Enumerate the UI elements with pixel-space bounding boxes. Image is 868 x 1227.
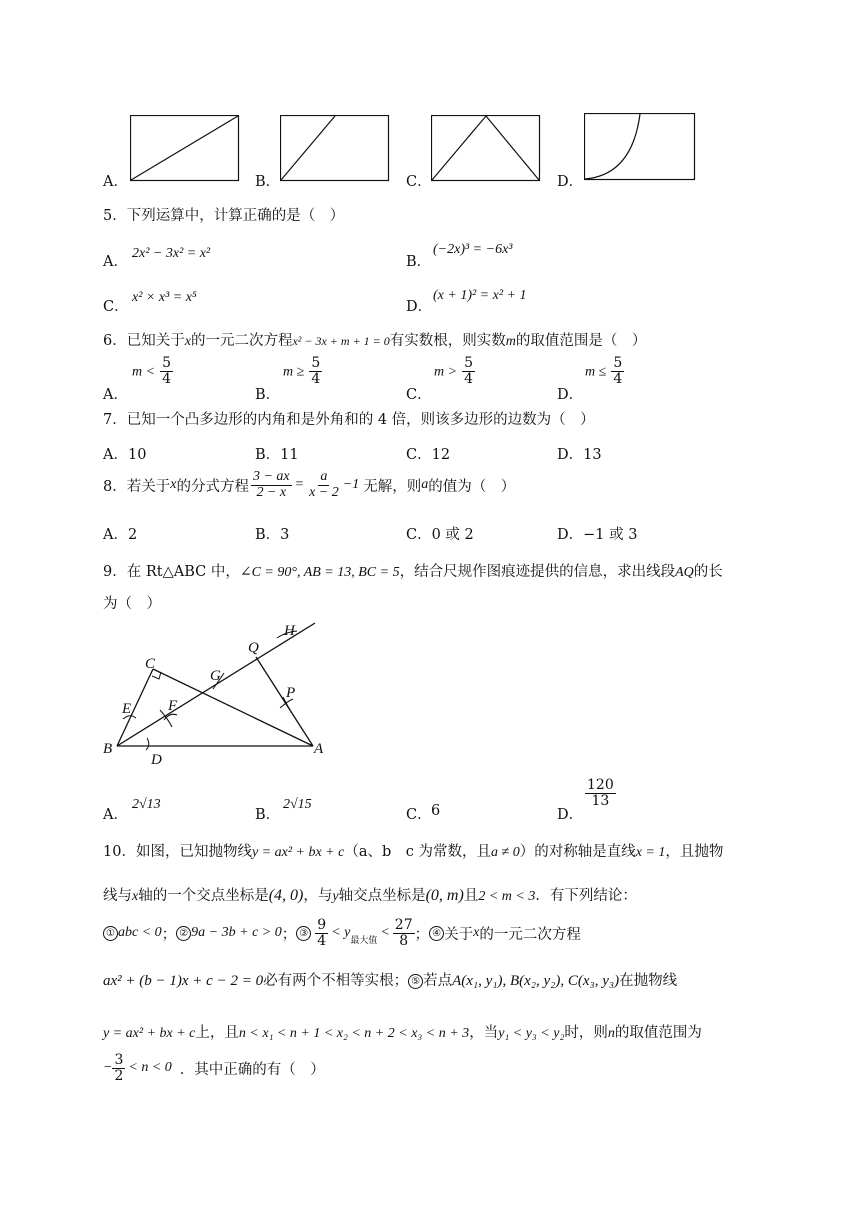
q10-l2-y: y [332, 889, 339, 904]
q6-option-a-num: 5 [162, 355, 172, 371]
q10-c5-a: 若点 [423, 973, 453, 989]
q10-line4 [103, 969, 677, 990]
q4-graph-d [584, 113, 698, 183]
q9-stem-line1 [103, 560, 723, 581]
q10-circ-3: ③ [296, 926, 311, 941]
q10-circ-2: ② [176, 926, 191, 941]
q9-option-a-label: A． [103, 807, 128, 823]
q6-option-d-lhs: m ≤ [585, 364, 607, 380]
q5-option-d-expr: (x + 1)² = x² + 1 [433, 288, 527, 303]
q9-stem-b: ，结合尺规作图痕迹提供的信息，求出线段 [399, 564, 676, 580]
q9-condition: ∠C = 90°, AB = 13, BC = 5 [239, 565, 400, 580]
q9-label-p: P [286, 685, 296, 701]
q10-l2-cond: 2 < m < 3 [478, 889, 536, 904]
q10-c1: abc < 0 [118, 925, 162, 941]
q9-option-d-value [585, 778, 616, 808]
q10-c3-lden: 4 [317, 932, 327, 949]
q7-option-b: B．11 [255, 447, 299, 463]
q4-option-a-label: A． [103, 174, 128, 190]
q8-stem-c: 无解，则 [363, 478, 422, 495]
q8-f2-num: a [320, 469, 328, 484]
q10-c5-ineq: n < x₁ < n + 1 < x₂ < n + 2 < x₃ < n + 3 [238, 1026, 470, 1041]
q10-res-tail: < n < 0 [128, 1060, 172, 1076]
q8-f2-den: x − 2 [309, 484, 339, 500]
q9-label-q: Q [248, 640, 259, 656]
q6-option-a-lhs: m < [132, 364, 156, 380]
q6-option-b-label: B． [255, 387, 281, 403]
q10-c5-d: ，当 [469, 1025, 499, 1041]
q6-option-b-value [283, 356, 322, 386]
q10-c4-eq: ax² + (b − 1)x + c − 2 = 0 [103, 973, 264, 989]
q10-c5-b: 在抛物线 [619, 973, 678, 989]
q8-option-b: B．3 [255, 527, 290, 543]
q10-c3-rden: 8 [399, 932, 409, 949]
q5-option-a-expr: 2x² − 3x² = x² [132, 246, 211, 261]
q9-option-d-num: 120 [587, 777, 614, 793]
q6-var-m: m [505, 334, 516, 349]
q6-option-a-value [132, 356, 173, 386]
q5-option-d-label: D． [406, 299, 433, 315]
q10-res-num: 3 [114, 1052, 124, 1068]
q10-c5-pts: A(x₁, y₁), B(x₂, y₂), C(x₃, y₃) [452, 973, 620, 989]
q10-c4-x: x [473, 925, 480, 941]
q6-stem-c: 有实数根，则实数 [389, 333, 506, 349]
q9-figure [100, 615, 330, 775]
q10-c5-c: 上，且 [195, 1025, 239, 1041]
q8-f1-num: 3 − ax [252, 469, 290, 484]
q8-var-x: x [170, 477, 177, 493]
q7-stem: 7．已知一个凸多边形的内角和是外角和的 4 倍，则该多边形的边数为（ ） [103, 412, 595, 428]
q7-option-d: D．13 [557, 447, 602, 463]
q10-l2-f: ．有下列结论： [535, 888, 637, 904]
q4-graph-c [431, 115, 543, 183]
q5-stem: 5．下列运算中，计算正确的是（ ） [103, 208, 345, 224]
q10-tail: ．其中正确的有（ ） [179, 1061, 325, 1078]
q9-label-g: G [210, 668, 221, 684]
q10-c2: 9a − 3b + c > 0 [191, 925, 282, 941]
q10-c5-e: 时，则 [564, 1025, 608, 1041]
q10-l1-axis: x = 1 [635, 845, 666, 860]
q10-line6 [103, 1053, 325, 1083]
q10-res-den: 2 [114, 1067, 124, 1084]
q5-option-b-label: B． [406, 254, 432, 270]
q10-l1-b: （a、b c 为常数，且 [344, 844, 492, 860]
q9-label-c: C [145, 656, 156, 672]
q6-option-c-den: 4 [464, 370, 474, 387]
q10-c4-a: 关于 [444, 926, 474, 943]
q10-sep2: ； [281, 926, 297, 943]
q10-c3-rnum: 27 [394, 917, 413, 933]
q5-option-c-expr: x² × x³ = x⁵ [132, 290, 197, 305]
q8-eq: = [294, 477, 305, 493]
q6-stem-b: 的一元二次方程 [190, 333, 293, 349]
q8-tail: −1 [342, 477, 360, 493]
q6-option-c-value [434, 356, 475, 386]
q10-sep3: ； [414, 926, 430, 943]
q10-l2-pt: (4, 0) [268, 887, 304, 904]
q10-l2-pt2: (0, m) [425, 887, 464, 904]
q10-line1 [103, 840, 723, 861]
q9-option-c-label: C． [406, 807, 432, 823]
q6-stem-a: 6．已知关于 [103, 333, 185, 349]
q10-c4-c: 必有两个不相等实根； [263, 973, 409, 989]
q6-option-d-label: D． [557, 387, 584, 403]
q10-circ-4: ④ [429, 926, 444, 941]
q9-label-h: H [284, 623, 295, 639]
q9-stem-line2: 为（ ） [103, 596, 161, 612]
q5-option-c-label: C． [103, 299, 129, 315]
q10-line3 [103, 918, 581, 948]
q10-c5-order: y₁ < y₃ < y₂ [498, 1026, 565, 1041]
q10-circ-5: ⑤ [408, 974, 423, 989]
q6-option-c-lhs: m > [434, 364, 458, 380]
q10-l2-b: 轴的一个交点坐标是 [138, 888, 269, 904]
q6-option-a-den: 4 [162, 370, 172, 387]
q8-var-a: a [421, 477, 429, 493]
q9-option-a-value: 2√13 [132, 797, 161, 812]
q10-l2-x: x [132, 889, 139, 904]
q10-l1-d: ，且抛物 [665, 844, 724, 860]
q10-sep1: ； [161, 926, 177, 943]
q10-c4-b: 的一元二次方程 [479, 926, 581, 943]
q10-l2-a: 线与 [103, 888, 132, 904]
q9-option-b-value: 2√15 [283, 797, 312, 812]
q9-label-d: D [151, 752, 162, 768]
q10-c3-lt: < [380, 925, 390, 941]
q9-option-d-label: D． [557, 807, 584, 823]
q10-l2-d: 轴交点坐标是 [338, 888, 426, 904]
q7-option-c: C．12 [406, 447, 451, 463]
q10-minus: − [103, 1060, 113, 1076]
q9-label-e: E [122, 701, 132, 717]
q9-stem-a: 9．在 Rt△ABC 中， [103, 564, 240, 580]
q6-var-x: x [184, 334, 191, 349]
q9-option-b-label: B． [255, 807, 281, 823]
q6-option-a-label: A． [103, 387, 128, 403]
q4-option-c-label: C． [406, 174, 432, 190]
q10-c5-n: n [607, 1026, 615, 1041]
q10-c5-eq: y = ax² + bx + c [103, 1026, 196, 1041]
q8-f1-den: 2 − x [256, 484, 287, 500]
q9-option-c-value: 6 [431, 803, 441, 819]
q8-option-d: D．−1 或 3 [557, 527, 638, 543]
q6-option-b-lhs: m ≥ [283, 364, 305, 380]
q6-option-b-num: 5 [311, 355, 321, 371]
q9-label-a: A [314, 741, 324, 757]
q7-option-a: A．10 [103, 447, 147, 463]
q4-graph-a [130, 115, 242, 183]
q4-option-b-label: B． [255, 174, 281, 190]
q10-l1-eq: y = ax² + bx + c [251, 845, 345, 860]
q6-option-c-label: C． [406, 387, 432, 403]
q10-l1-c: ）的对称轴是直线 [519, 844, 636, 860]
q4-option-d-label: D． [557, 174, 584, 190]
q10-l1-a: 10．如图，已知抛物线 [103, 844, 252, 860]
q10-c3-sub: 最大值 [350, 935, 378, 946]
q10-line2 [103, 884, 637, 905]
q5-option-b-expr: (−2x)³ = −6x³ [433, 242, 513, 257]
q4-graph-b [280, 115, 392, 183]
q9-label-f: F [168, 698, 178, 714]
q8-option-a: A．2 [103, 527, 138, 543]
q9-label-b: B [103, 741, 113, 757]
q10-c3-lhs: 9 [317, 917, 327, 933]
q6-option-d-num: 5 [613, 355, 623, 371]
q8-stem-b: 的分式方程 [176, 478, 249, 495]
q10-circ-1: ① [103, 926, 118, 941]
q9-segment: AQ [675, 565, 694, 580]
q10-l2-e: 且 [463, 888, 479, 904]
q6-option-d-den: 4 [613, 370, 623, 387]
q6-option-b-den: 4 [311, 370, 321, 387]
q6-option-d-value [585, 356, 624, 386]
q5-option-a-label: A． [103, 254, 128, 270]
q10-c3-mid: < y [331, 925, 351, 941]
q6-stem [103, 329, 646, 350]
q6-equation: x² − 3x + m + 1 = 0 [292, 334, 390, 348]
q8-stem-d: 的值为（ ） [428, 478, 516, 495]
q8-stem [103, 470, 515, 500]
q10-l1-cond: a ≠ 0 [491, 845, 520, 860]
q8-option-c: C．0 或 2 [406, 527, 474, 543]
q10-c5-f: 的取值范围为 [614, 1025, 702, 1041]
q8-stem-a: 8．若关于 [103, 478, 171, 495]
q10-l2-c: ，与 [303, 888, 333, 904]
q6-option-c-num: 5 [464, 355, 474, 371]
q6-stem-d: 的取值范围是（ ） [515, 333, 647, 349]
q9-option-d-den: 13 [591, 792, 610, 809]
q10-line5 [103, 1021, 702, 1042]
q9-stem-c: 的长 [693, 564, 723, 580]
